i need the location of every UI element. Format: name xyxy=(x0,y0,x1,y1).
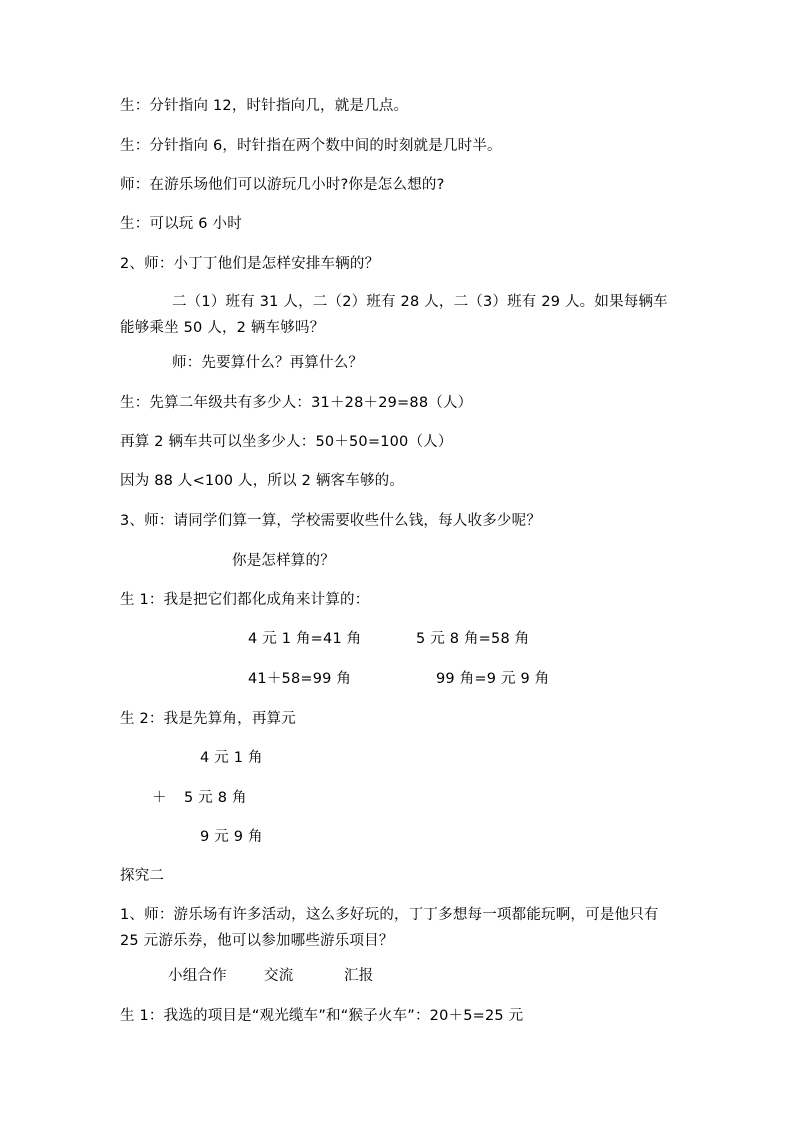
column-addend: 5 元 8 角 xyxy=(184,790,247,806)
activity-label: 交流 xyxy=(264,968,294,984)
text-line: 3、师：请同学们算一算，学校需要收些什么钱，每人收多少呢？ xyxy=(120,513,542,529)
problem-paragraph: 二（1）班有 31 人，二（2）班有 28 人，二（3）班有 29 人。如果每辆车能够乘坐 50 人，2 辆车够吗？ xyxy=(120,294,668,336)
activity-label: 汇报 xyxy=(344,968,374,984)
section-heading: 探究二 xyxy=(120,868,165,884)
text-line: 你是怎样算的？ xyxy=(232,553,335,569)
text-line: 生：先算二年级共有多少人：31＋28＋29=88（人） xyxy=(120,395,473,411)
activity-label: 小组合作 xyxy=(168,968,227,984)
text-line: 生：分针指向 12，时针指向几，就是几点。 xyxy=(120,98,409,114)
plus-sign: ＋ xyxy=(152,790,167,806)
question-paragraph: 1、师：游乐场有许多活动，这么多好玩的，丁丁多想每一项都能玩啊，可是他只有 25 元游乐券，他可以参加哪些游乐项目？ xyxy=(120,907,659,949)
column-sum: 9 元 9 角 xyxy=(200,829,263,845)
calc-expression: 41＋58=99 角 xyxy=(248,671,352,687)
text-line: 生 1：我选的项目是“观光缆车”和“猴子火车”：20＋5=25 元 xyxy=(120,1008,524,1024)
calc-expression: 5 元 8 角=58 角 xyxy=(416,631,530,647)
calc-expression: 99 角=9 元 9 角 xyxy=(436,671,550,687)
text-line: 生 2：我是先算角，再算元 xyxy=(120,711,296,727)
calc-expression: 4 元 1 角=41 角 xyxy=(248,631,362,647)
text-line: 因为 88 人<100 人，所以 2 辆客车够的。 xyxy=(120,473,405,489)
text-line: 师：先要算什么？再算什么？ xyxy=(172,355,364,371)
column-addend: 4 元 1 角 xyxy=(200,750,263,766)
text-line: 生：分针指向 6，时针指在两个数中间的时刻就是几时半。 xyxy=(120,138,502,154)
text-line: 生 1：我是把它们都化成角来计算的： xyxy=(120,592,370,608)
text-line: 师：在游乐场他们可以游玩几小时?你是怎么想的? xyxy=(120,177,445,193)
text-line: 生：可以玩 6 小时 xyxy=(120,216,242,232)
text-line: 2、师：小丁丁他们是怎样安排车辆的？ xyxy=(120,256,380,272)
text-line: 再算 2 辆车共可以坐多少人：50＋50=100（人） xyxy=(120,434,453,450)
